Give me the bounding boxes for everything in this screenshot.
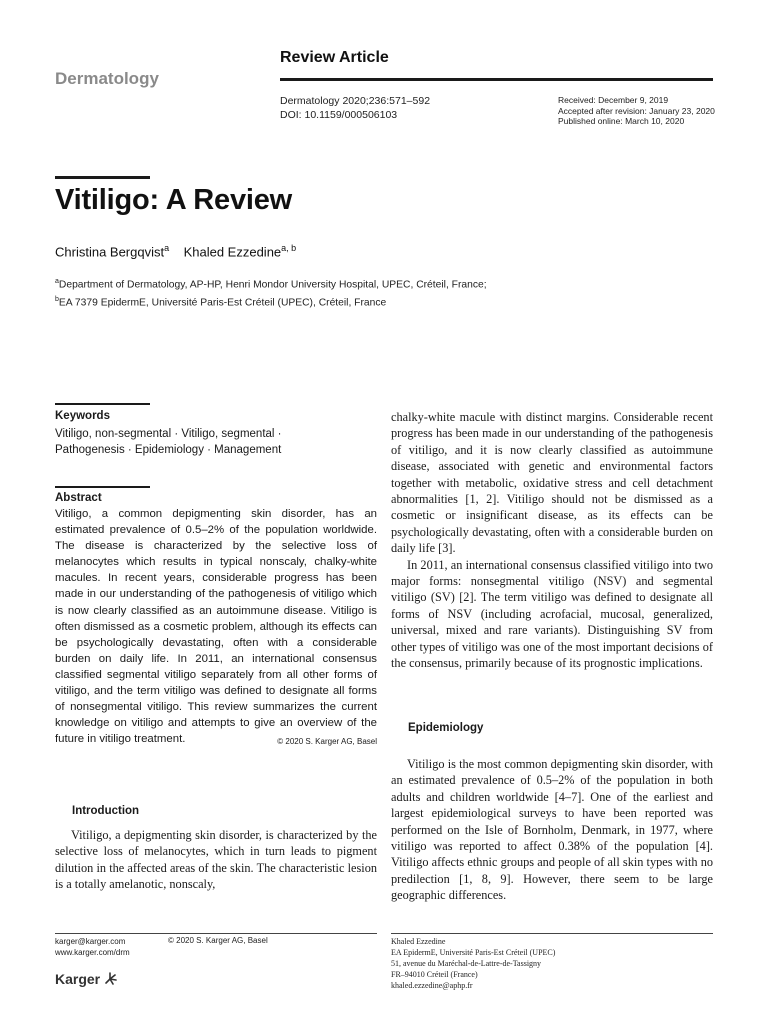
citation-volume: Dermatology 2020;236:571–592 <box>280 95 431 107</box>
author-affil-mark: a <box>164 243 170 253</box>
citation <box>280 94 430 122</box>
publisher-website[interactable]: www.karger.com/drm <box>55 948 130 957</box>
introduction-heading: Introduction <box>72 805 140 817</box>
footer-rule <box>55 933 377 934</box>
keywords-rule <box>55 403 150 405</box>
footer-copyright: © 2020 S. Karger AG, Basel <box>168 936 268 945</box>
keywords-heading: Keywords <box>55 410 110 422</box>
abstract-text <box>55 506 377 750</box>
affil-text: EA 7379 EpidermE, Université Paris-Est Créteil (UPEC), Créteil, France <box>58 297 387 309</box>
footer-rule <box>391 933 713 934</box>
publisher-email[interactable]: karger@karger.com <box>55 937 126 946</box>
affiliation-b <box>55 292 487 310</box>
published-date: Published online: March 10, 2020 <box>558 116 685 126</box>
abstract-body: Vitiligo, a common depigmenting skin disorder, has an estimated prevalence of 0.5–2% of the population worldwide. The disease is characterized by the selective loss of melanocytes which results in typical nonscaly, chalky-white macules. In recent years, considerable progress has been made in our understanding of the pathogenesis of vitiligo which is now clearly classified as an autoimmune disease. Vitiligo is often dismissed as a cosmetic problem, although its effects can be psychologically devastating, often with a considerable burden on daily life. In 2011, an international consensus classified segmental vitiligo separately from all other forms of vitiligo, and the term vitiligo was defined to designate all forms of nonsegmental vitiligo. This review summarizes the current knowledge on vitiligo and attempts to give an overview of the future in vitiligo treatment. <box>55 508 377 746</box>
received-date: Received: December 9, 2019 <box>558 95 669 105</box>
epidemiology-heading: Epidemiology <box>408 722 484 734</box>
paragraph: In 2011, an international consensus classified vitiligo into two major forms: nonsegmental vitiligo (NSV) and segmental vitiligo (SV) [2]. The term vitiligo was defined to designate all forms of NSV (including acrofacial, mucosal, generalized, universal, mixed and rare variants). Distinguishing SV from other types of vitiligo was one of the most important decisions of the consensus, primarily because of its prognostic implications. <box>391 557 713 671</box>
article-dates <box>558 95 715 127</box>
introduction-text: Vitiligo, a depigmenting skin disorder, is characterized by the selective loss of melanocytes, which in turn leads to pigment dilution in the affected areas of the skin. The characteristic lesion is a totally amelanotic, nonscaly, <box>55 828 377 892</box>
epidemiology-text: Vitiligo is the most common depigmenting skin disorder, with an estimated prevalence of 0.5–2% of the population in both adults and children worldwide [4–7]. One of the earliest and largest epidemiological surveys to have been reported was performed on the Isle of Bornholm, Denmark, in 1977, where vitiligo was reported to affect 0.38% of the population [4]. Vitiligo affects ethnic groups and people of all skin types with no predilection [1, 8, 9]. However, there seem to be large geographic differences. <box>391 757 713 903</box>
author-name: Khaled Ezzedine <box>183 244 282 260</box>
author-list <box>55 243 296 259</box>
citation-doi[interactable]: DOI: 10.1159/000506103 <box>280 109 398 121</box>
keywords-text: Vitiligo, non-segmental · Vitiligo, segmental · Pathogenesis · Epidemiology · Management <box>55 428 282 456</box>
article-type: Review Article <box>280 49 389 66</box>
abstract-rule <box>55 486 150 488</box>
author-name: Christina Bergqvist <box>55 244 165 260</box>
right-column-text <box>391 409 713 672</box>
karger-logo-text: Karger <box>55 971 101 987</box>
karger-logo <box>55 971 118 987</box>
affiliation-a <box>55 274 487 292</box>
author-affil-mark: a, b <box>281 243 297 253</box>
paragraph: chalky-white macule with distinct margins. Considerable recent progress has been made in our understanding of the pathogenesis of vitiligo, and it is now clearly classified as autoimmune disease, associated with genetic and environmental factors together with metabolic, oxidative stress and cell detachment abnormalities [1, 2]. Vitiligo should not be dismissed as a cosmetic or insignificant disease, as its effects can be psychologically devastating, often with a considerable burden on daily life [3]. <box>391 410 713 556</box>
contact-line: EA EpidermE, Université Paris-Est Créteil (UPEC) <box>391 948 556 957</box>
header-rule <box>280 78 713 81</box>
affil-mark: a <box>55 278 59 285</box>
correspondence-address <box>391 936 555 991</box>
contact-line: FR–94010 Créteil (France) <box>391 970 478 979</box>
contact-email[interactable]: khaled.ezzedine@aphp.fr <box>391 981 473 990</box>
journal-name: Dermatology <box>55 69 159 88</box>
karger-burst-icon <box>104 971 118 985</box>
abstract-heading: Abstract <box>55 492 102 504</box>
article-title: Vitiligo: A Review <box>55 184 293 216</box>
contact-name: Khaled Ezzedine <box>391 937 446 946</box>
publisher-contact <box>55 936 130 958</box>
affiliations <box>55 274 487 311</box>
affil-mark: b <box>55 296 59 304</box>
accepted-date: Accepted after revision: January 23, 2020 <box>558 105 715 116</box>
affil-text: Department of Dermatology, AP-HP, Henri Mondor University Hospital, UPEC, Créteil, France; <box>58 279 487 291</box>
abstract-copyright: © 2020 S. Karger AG, Basel <box>277 737 377 747</box>
contact-line: 51, avenue du Maréchal-de-Lattre-de-Tassigny <box>391 959 542 968</box>
title-rule <box>55 176 150 179</box>
